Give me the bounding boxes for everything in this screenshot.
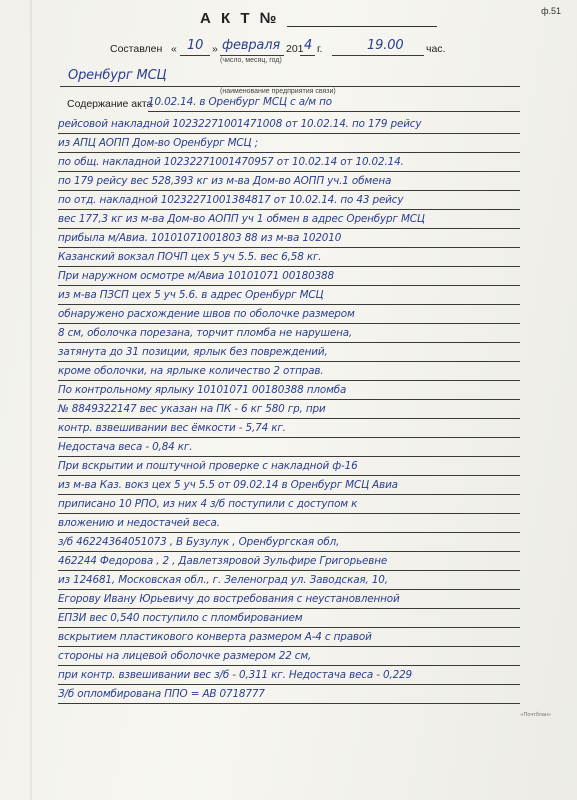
date-hint: (число, месяц, год) [220, 57, 282, 64]
body-line: Недостача веса - 0,84 кг. [58, 441, 193, 453]
body-line: из м-ва ПЗСП цех 5 уч 5.6. в адрес Оренбург МСЦ [58, 289, 324, 301]
body-line: обнаружено расхождение швов по оболочке размером [58, 308, 355, 320]
body-line: прибыла м/Авиа. 10101071001803 88 из м-ва 102010 [58, 232, 342, 244]
year-suffix: 4 [304, 38, 313, 53]
body-line: приписано 10 РПО, из них 4 з/б поступили с доступом к [58, 498, 358, 510]
body-rule [58, 589, 520, 590]
number-sign: № [259, 10, 280, 27]
body-line: по отд. накладной 10232271001384817 от 10.02.14. по 43 рейсу [58, 194, 404, 206]
body-rule [58, 399, 520, 400]
body-line: кроме оболочки, на ярлыке количество 2 отправ. [58, 365, 324, 377]
quote-close: » [212, 43, 218, 55]
body-rule [58, 133, 520, 134]
body-line: из м-ва Каз. вокз цех 5 уч 5.5 от 09.02.14 в Оренбург МСЦ Авиа [58, 479, 398, 491]
body-line: из АПЦ АОПП Дом-во Оренбург МСЦ ; [58, 137, 258, 149]
body-line: стороны на лицевой оболочке размером 22 см, [58, 650, 312, 662]
body-line: рейсовой накладной 10232271001471008 от 10.02.14. по 179 рейсу [58, 118, 422, 130]
form-code: ф.51 [541, 6, 561, 16]
body-line: Егорову Ивану Юрьевичу до востребования с неустановленной [58, 593, 400, 605]
body-rule [58, 627, 520, 628]
body-rule [58, 570, 520, 571]
body-rule [58, 551, 520, 552]
date-month: февраля [222, 38, 281, 53]
body-line: 10.02.14. в Оренбург МСЦ с а/м по [148, 96, 332, 108]
body-line: При наружном осмотре м/Авиа 10101071 00180388 [58, 270, 334, 282]
day-underline [180, 55, 210, 56]
page-fold [30, 0, 32, 800]
time-underline [332, 55, 424, 56]
act-title-text: А К Т [200, 10, 253, 27]
body-line: вскрытием пластикового конверта размером А-4 с правой [58, 631, 372, 643]
body-rule [58, 247, 520, 248]
body-line: По контрольному ярлыку 10101071 00180388 пломба [58, 384, 347, 396]
body-rule [58, 513, 520, 514]
footer-imprint: «Почтблан» [520, 712, 551, 718]
month-underline [220, 55, 284, 56]
body-rule [58, 152, 520, 153]
body-rule [58, 475, 520, 476]
year-prefix: 201 [286, 43, 304, 55]
body-line: № 8849322147 вес указан на ПК - 6 кг 580 гр, при [58, 403, 326, 415]
body-line: по 179 рейсу вес 528,393 кг из м-ва Дом-во АОПП уч.1 обмена [58, 175, 392, 187]
body-rule [58, 494, 520, 495]
body-rule [58, 285, 520, 286]
body-line: вложению и недостачей веса. [58, 517, 220, 529]
body-rule [58, 437, 520, 438]
body-line: вес 177,3 кг из м-ва Дом-во АОПП уч 1 обмен в адрес Оренбург МСЦ [58, 213, 425, 225]
body-line: 8 см, оболочка порезана, торчит пломба не нарушена, [58, 327, 353, 339]
body-line: з/б 46224364051073 , В Бузулук , Оренбургская обл, [58, 536, 340, 548]
date-day: 10 [187, 38, 204, 53]
body-rule [58, 532, 520, 533]
body-line: затянута до 31 позиции, ярлык без повреждений, [58, 346, 328, 358]
year-underline [300, 55, 315, 56]
body-rule [58, 171, 520, 172]
org-underline [60, 86, 520, 87]
body-rule [58, 228, 520, 229]
org-name: Оренбург МСЦ [68, 68, 167, 83]
body-line: ЕПЗИ вес 0,540 поступило с пломбированием [58, 612, 303, 624]
quote-open: « [171, 43, 177, 55]
body-rule [58, 266, 520, 267]
body-rule [58, 418, 520, 419]
body-line: при контр. взвешивании вес з/б - 0,311 кг. Недостача веса - 0,229 [58, 669, 412, 681]
body-line: З/б опломбирована ППО = АВ 0718777 [58, 688, 265, 700]
body-line: из 124681, Московская обл., г. Зеленоград ул. Заводская, 10, [58, 574, 388, 586]
composed-label: Составлен [110, 43, 163, 55]
body-rule [58, 361, 520, 362]
body-rule [58, 304, 520, 305]
body-rule [58, 209, 520, 210]
body-rule [58, 646, 520, 647]
org-hint: (наименование предприятия связи) [220, 88, 336, 95]
body-rule [58, 665, 520, 666]
body-rule [58, 190, 520, 191]
body-rule [58, 380, 520, 381]
body-line: по общ. накладной 10232271001470957 от 10.02.14 от 10.02.14. [58, 156, 404, 168]
body-line: контр. взвешивании вес ёмкости - 5,74 кг. [58, 422, 286, 434]
act-title [200, 10, 437, 27]
time-value: 19.00 [367, 38, 404, 53]
body-line: Казанский вокзал ПОЧП цех 5 уч 5.5. вес 6,58 кг. [58, 251, 322, 263]
body-rule [58, 456, 520, 457]
year-label: г. [317, 43, 323, 55]
body-rule [58, 684, 520, 685]
body-rule [58, 608, 520, 609]
body-rule [148, 111, 520, 112]
act-number-field [287, 12, 437, 27]
content-label: Содержание акта [67, 98, 153, 110]
hour-label: час. [426, 43, 446, 55]
body-rule [58, 703, 520, 704]
body-line: 462244 Федорова , 2 , Давлетзяровой Зульфире Григорьевне [58, 555, 388, 567]
body-rule [58, 342, 520, 343]
body-rule [58, 323, 520, 324]
body-line: При вскрытии и поштучной проверке с накладной ф-16 [58, 460, 358, 472]
